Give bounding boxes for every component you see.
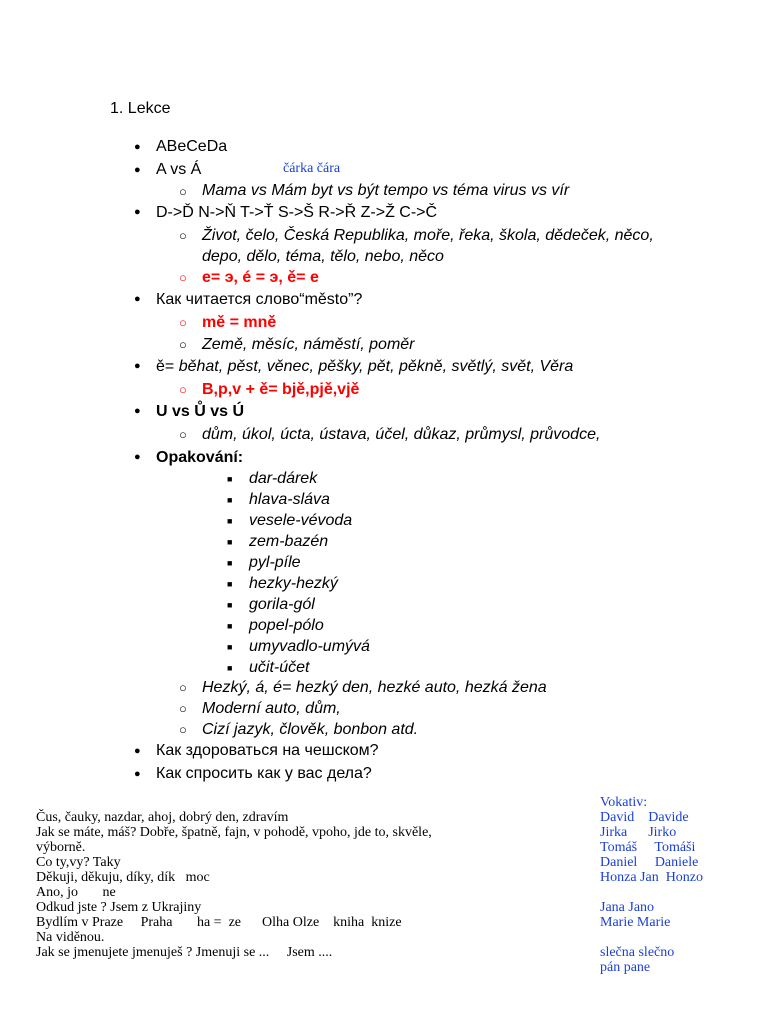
bullet-square-icon: ■ (227, 558, 233, 568)
bullet-dot-icon: ● (134, 293, 141, 305)
bullet-hacek-letters: D->Ď N->Ň T->Ť S->Š R->Ř Z->Ž C->Č (156, 204, 438, 221)
vokativ-row: Tomáš Tomáši (600, 840, 696, 855)
bullet-dot-icon: ● (134, 405, 141, 417)
bullet-dot-icon: ● (134, 451, 141, 463)
phrase-line: Ano, jo ne (36, 885, 116, 900)
phrase-line: Děkuji, děkuju, díky, dík moc (36, 870, 210, 885)
vokativ-row: Daniel Daniele (600, 855, 699, 870)
bullet-circle-icon: ○ (179, 701, 187, 716)
sub-cizi-jazyk: Cizí jazyk, člověk, bonbon atd. (202, 721, 419, 738)
vokativ-row: slečna slečno (600, 945, 675, 960)
vokativ-row: Jana Jano (600, 900, 655, 915)
vokativ-row: Honza Jan Honzo (600, 870, 704, 885)
bullet-dot-icon: ● (134, 768, 141, 780)
bullet-dot-icon: ● (134, 745, 141, 757)
sub-e-pronunciation: e= э, é = э, ě= е (202, 269, 319, 286)
bullet-circle-icon: ○ (179, 382, 187, 397)
lesson-title: 1. Lekce (110, 100, 171, 117)
bullet-kak-chitaetsya: Как читается слово“město”? (156, 291, 363, 308)
phrase-line: Co ty,vy? Taky (36, 855, 121, 870)
e-hacek-words: běhat, pěst, věnec, pěšky, pět, pěkně, světlý, svět, Věra (178, 358, 574, 375)
bullet-circle-icon: ○ (179, 184, 187, 199)
bullet-e-hacek-words (156, 357, 573, 377)
phrase-line: Odkud jste ? Jsem z Ukrajiny (36, 900, 202, 915)
opakovani-word: učit-účet (249, 659, 310, 676)
sub-hezky-den: Hezký, á, é= hezký den, hezké auto, hezká žena (202, 679, 547, 696)
bullet-square-icon: ■ (227, 516, 233, 526)
sub-zeme-mesic: Země, měsíc, náměstí, poměr (202, 336, 415, 353)
sub-dum-ukol: dům, úkol, úcta, ústava, účel, důkaz, průmysl, průvodce, (202, 426, 601, 443)
opakovani-word: hezky-hezký (249, 575, 338, 592)
bullet-square-icon: ■ (227, 600, 233, 610)
bullet-circle-icon: ○ (179, 337, 187, 352)
phrase-line: výborně. (36, 840, 86, 855)
opakovani-word: gorila-gól (249, 596, 315, 613)
opakovani-word: hlava-sláva (249, 491, 330, 508)
bullet-circle-icon: ○ (179, 427, 187, 442)
sub-mama-vs-mam: Mama vs Mám byt vs být tempo vs téma virus vs vír (202, 182, 570, 199)
vokativ-row (600, 930, 703, 945)
bullet-square-icon: ■ (227, 621, 233, 631)
bullet-a-vs-a: A vs Á (156, 161, 202, 178)
bullet-circle-icon: ○ (179, 228, 187, 243)
opakovani-word: dar-dárek (249, 470, 318, 487)
vokativ-heading: Vokativ: (600, 795, 648, 810)
phrase-line: Na viděnou. (36, 930, 105, 945)
bullet-circle-icon: ○ (179, 722, 187, 737)
bullet-square-icon: ■ (227, 642, 233, 652)
bullet-u-vs-u: U vs Ů vs Ú (156, 403, 245, 420)
bullet-square-icon: ■ (227, 579, 233, 589)
bullet-dot-icon: ● (134, 206, 141, 218)
bullet-kak-zdorovatsya: Как здороваться на чешском? (156, 742, 379, 759)
bullet-dot-icon: ● (134, 164, 141, 176)
bullet-circle-icon: ○ (179, 680, 187, 695)
vokativ-row: Marie Marie (600, 915, 671, 930)
bullet-kak-sprosit: Как спросить как у вас дела? (156, 765, 372, 782)
greeting-phrases-block (36, 810, 432, 960)
phrase-line: Čus, čauky, nazdar, ahoj, dobrý den, zdravím (36, 810, 289, 825)
bullet-dot-icon: ● (134, 360, 141, 372)
opakovani-word: popel-pólo (249, 617, 324, 634)
bullet-abeceda: ABeCeDa (156, 138, 228, 155)
vokativ-rows (600, 810, 703, 975)
sub-zivot-line1: Život, čelo, Česká Republika, moře, řeka, škola, dědeček, něco, (202, 227, 654, 244)
vokativ-row: Jirka Jirko (600, 825, 677, 840)
vokativ-row (600, 885, 703, 900)
opakovani-word: umyvadlo-umývá (249, 638, 370, 655)
opakovani-word: pyl-píle (249, 554, 301, 571)
phrase-line: Bydlím v Praze Praha ha = ze Olha Olze kniha knize (36, 915, 402, 930)
sub-moderni-auto: Moderní auto, dům, (202, 700, 341, 717)
phrase-line: Jak se jmenujete jmenuješ ? Jmenuji se ... Jsem .... (36, 945, 333, 960)
sub-me-mne: mě = mně (202, 314, 277, 331)
bullet-square-icon: ■ (227, 663, 233, 673)
bullet-dot-icon: ● (134, 141, 141, 153)
bullet-circle-icon: ○ (179, 315, 187, 330)
annotation-carka-cara: čárka čára (283, 161, 341, 176)
bullet-circle-icon: ○ (179, 270, 187, 285)
sub-zivot-line2: depo, dělo, téma, tělo, nebo, něco (202, 248, 444, 265)
phrase-line: Jak se máte, máš? Dobře, špatně, fajn, v pohodě, vpoho, jde to, skvěle, (36, 825, 432, 840)
bullet-square-icon: ■ (227, 474, 233, 484)
vokativ-row: David Davide (600, 810, 689, 825)
opakovani-word: zem-bazén (249, 533, 329, 550)
vokativ-row: pán pane (600, 960, 651, 975)
sub-bpv-rule: B,p,v + ě= bjě,pjě,vjě (202, 381, 360, 398)
e-hacek-prefix: ě= (156, 358, 179, 375)
bullet-square-icon: ■ (227, 495, 233, 505)
bullet-square-icon: ■ (227, 537, 233, 547)
opakovani-word: vesele-vévoda (249, 512, 353, 529)
bullet-opakovani: Opakování: (156, 449, 244, 466)
